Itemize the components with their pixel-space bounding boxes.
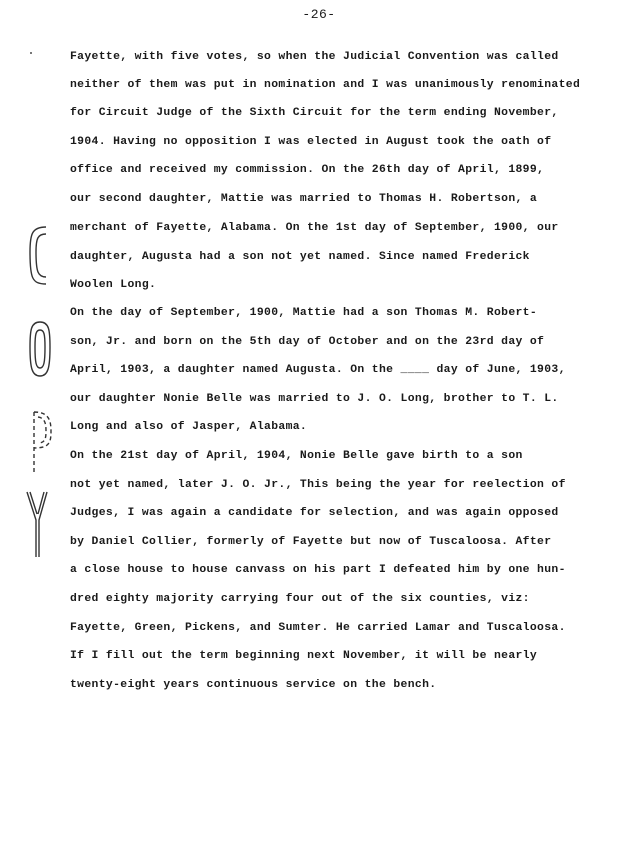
copy-stamp bbox=[24, 222, 54, 572]
text-line: Woolen Long. bbox=[70, 279, 157, 291]
text-line: daughter, Augusta had a son not yet named. Since named Frederick bbox=[70, 251, 530, 263]
text-line: 1904. Having no opposition I was elected in August took the oath of bbox=[70, 136, 552, 148]
stamp-letter-o bbox=[30, 322, 50, 376]
text-line: merchant of Fayette, Alabama. On the 1st day of September, 1900, our bbox=[70, 222, 559, 234]
text-line: for Circuit Judge of the Sixth Circuit for the term ending November, bbox=[70, 107, 559, 119]
text-line: Fayette, Green, Pickens, and Sumter. He carried Lamar and Tuscaloosa. bbox=[70, 622, 566, 634]
text-line: On the day of September, 1900, Mattie had a son Thomas M. Robert- bbox=[70, 307, 538, 319]
text-line: our second daughter, Mattie was married to Thomas H. Robertson, a bbox=[70, 193, 538, 205]
text-line: a close house to house canvass on his part I defeated him by one hun- bbox=[70, 564, 566, 576]
text-line: by Daniel Collier, formerly of Fayette but now of Tuscaloosa. After bbox=[70, 536, 552, 548]
text-line: Long and also of Jasper, Alabama. bbox=[70, 421, 308, 433]
stamp-letter-c bbox=[30, 227, 46, 284]
text-line: Judges, I was again a candidate for selection, and was again opposed bbox=[70, 507, 559, 519]
stamp-letter-y bbox=[27, 492, 47, 557]
text-line: not yet named, later J. O. Jr., This being the year for reelection of bbox=[70, 479, 566, 491]
page-number: -26- bbox=[302, 7, 336, 22]
stamp-letter-p bbox=[34, 412, 51, 472]
text-line: On the 21st day of April, 1904, Nonie Belle gave birth to a son bbox=[70, 450, 523, 462]
text-line: our daughter Nonie Belle was married to J. O. Long, brother to T. L. bbox=[70, 393, 559, 405]
text-line: office and received my commission. On the 26th day of April, 1899, bbox=[70, 164, 545, 176]
text-line: twenty-eight years continuous service on the bench. bbox=[70, 679, 437, 691]
text-line: dred eighty majority carrying four out of the six counties, viz: bbox=[70, 593, 530, 605]
text-line: April, 1903, a daughter named Augusta. On the ____ day of June, 1903, bbox=[70, 364, 566, 376]
text-line: Fayette, with five votes, so when the Judicial Convention was called bbox=[70, 51, 559, 63]
text-line: If I fill out the term beginning next November, it will be nearly bbox=[70, 650, 538, 662]
margin-mark bbox=[30, 52, 32, 54]
text-line: son, Jr. and born on the 5th day of October and on the 23rd day of bbox=[70, 336, 545, 348]
text-line: neither of them was put in nomination and I was unanimously renominated bbox=[70, 79, 581, 91]
